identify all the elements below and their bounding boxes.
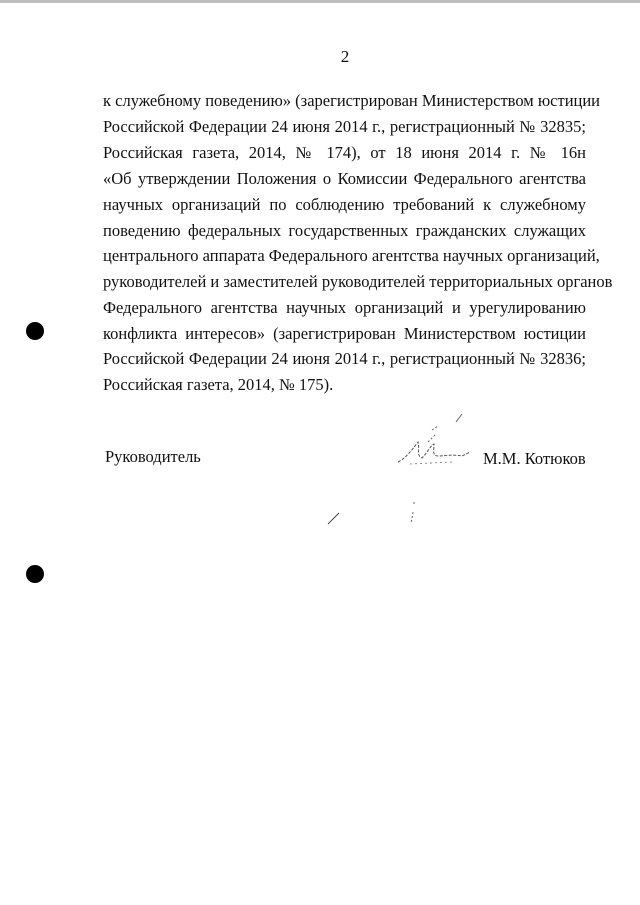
body-line: Российской Федерации 24 июня 2014 г., регистрационный № 32836; <box>103 349 586 368</box>
body-line: Российская газета, 2014, № 175). <box>103 375 334 394</box>
body-line: Российской Федерации 24 июня 2014 г., регистрационный № 32835; <box>103 117 586 136</box>
signatory-title: Руководитель <box>105 447 201 466</box>
body-line: «Об утверждении Положения о Комиссии Федерального агентства <box>103 169 586 188</box>
page-top-edge <box>0 0 640 3</box>
body-line: руководителей и заместителей руководителей территориальных органов <box>103 272 613 291</box>
stray-mark <box>326 510 342 526</box>
body-line: научных организаций по соблюдению требований к служебному <box>103 195 586 214</box>
punch-hole <box>26 322 44 340</box>
body-line: конфликта интересов» (зарегистрирован Министерством юстиции <box>103 324 586 343</box>
stray-mark <box>405 500 419 528</box>
body-line: Федерального агентства научных организаций и урегулированию <box>103 298 586 317</box>
body-line: поведению федеральных государственных гражданских служащих <box>103 221 586 240</box>
signatory-name: М.М. Котюков <box>483 449 586 468</box>
page-number: 2 <box>340 47 350 66</box>
body-line: к служебному поведению» (зарегистрирован Министерством юстиции <box>103 91 601 110</box>
body-line: центрального аппарата Федерального агентства научных организаций, <box>103 246 600 265</box>
body-line: Российская газета, 2014, № 174), от 18 июня 2014 г. № 16н <box>103 143 586 162</box>
handwritten-signature <box>392 412 472 472</box>
punch-hole <box>26 565 44 583</box>
